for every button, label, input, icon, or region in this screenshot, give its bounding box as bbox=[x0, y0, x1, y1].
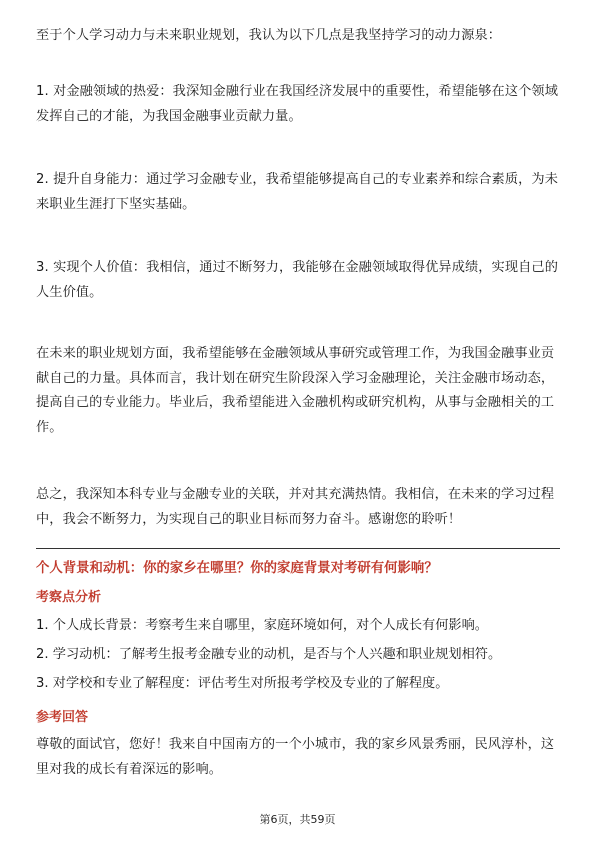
career-plan-paragraph: 在未来的职业规划方面，我希望能够在金融领域从事研究或管理工作，为我国金融事业贡献自己的力量。具体而言，我计划在研究生阶段深入学习金融理论，关注金融市场动态，提高自己的专业能力。毕业后，我希望能进入金融机构或研究机构，从事与金融相关的工作。 bbox=[36, 346, 555, 435]
intro-paragraph: 至于个人学习动力与未来职业规划，我认为以下几点是我坚持学习的动力源泉： bbox=[36, 28, 502, 43]
answer-heading: 参考回答 bbox=[36, 710, 89, 725]
page-number: 第6页，共59页 bbox=[259, 813, 336, 826]
analysis-item: 1. 个人成长背景：考察考生来自哪里，家庭环境如何，对个人成长有何影响。 bbox=[36, 618, 488, 633]
motivation-point-1: 1. 对金融领域的热爱：我深知金融行业在我国经济发展中的重要性，希望能够在这个领域发挥自己的才能，为我国金融事业贡献力量。 bbox=[36, 84, 558, 124]
section-divider bbox=[36, 548, 560, 549]
analysis-heading: 考察点分析 bbox=[36, 590, 102, 605]
answer-text: 尊敬的面试官，您好！我来自中国南方的一个小城市，我的家乡风景秀丽，民风淳朴，这里对我的成长有着深远的影响。 bbox=[36, 737, 555, 777]
conclusion-paragraph: 总之，我深知本科专业与金融专业的关联，并对其充满热情。我相信，在未来的学习过程中，我会不断努力，为实现自己的职业目标而努力奋斗。感谢您的聆听！ bbox=[36, 487, 555, 527]
motivation-point-2: 2. 提升自身能力：通过学习金融专业，我希望能够提高自己的专业素养和综合素质，为未来职业生涯打下坚实基础。 bbox=[36, 172, 558, 212]
motivation-point-3: 3. 实现个人价值：我相信，通过不断努力，我能够在金融领域取得优异成绩，实现自己的人生价值。 bbox=[36, 260, 558, 300]
interview-question: 个人背景和动机：你的家乡在哪里？你的家庭背景对考研有何影响？ bbox=[36, 561, 438, 576]
analysis-item: 3. 对学校和专业了解程度：评估考生对所报考学校及专业的了解程度。 bbox=[36, 676, 449, 691]
analysis-item: 2. 学习动机：了解考生报考金融专业的动机，是否与个人兴趣和职业规划相符。 bbox=[36, 647, 502, 662]
